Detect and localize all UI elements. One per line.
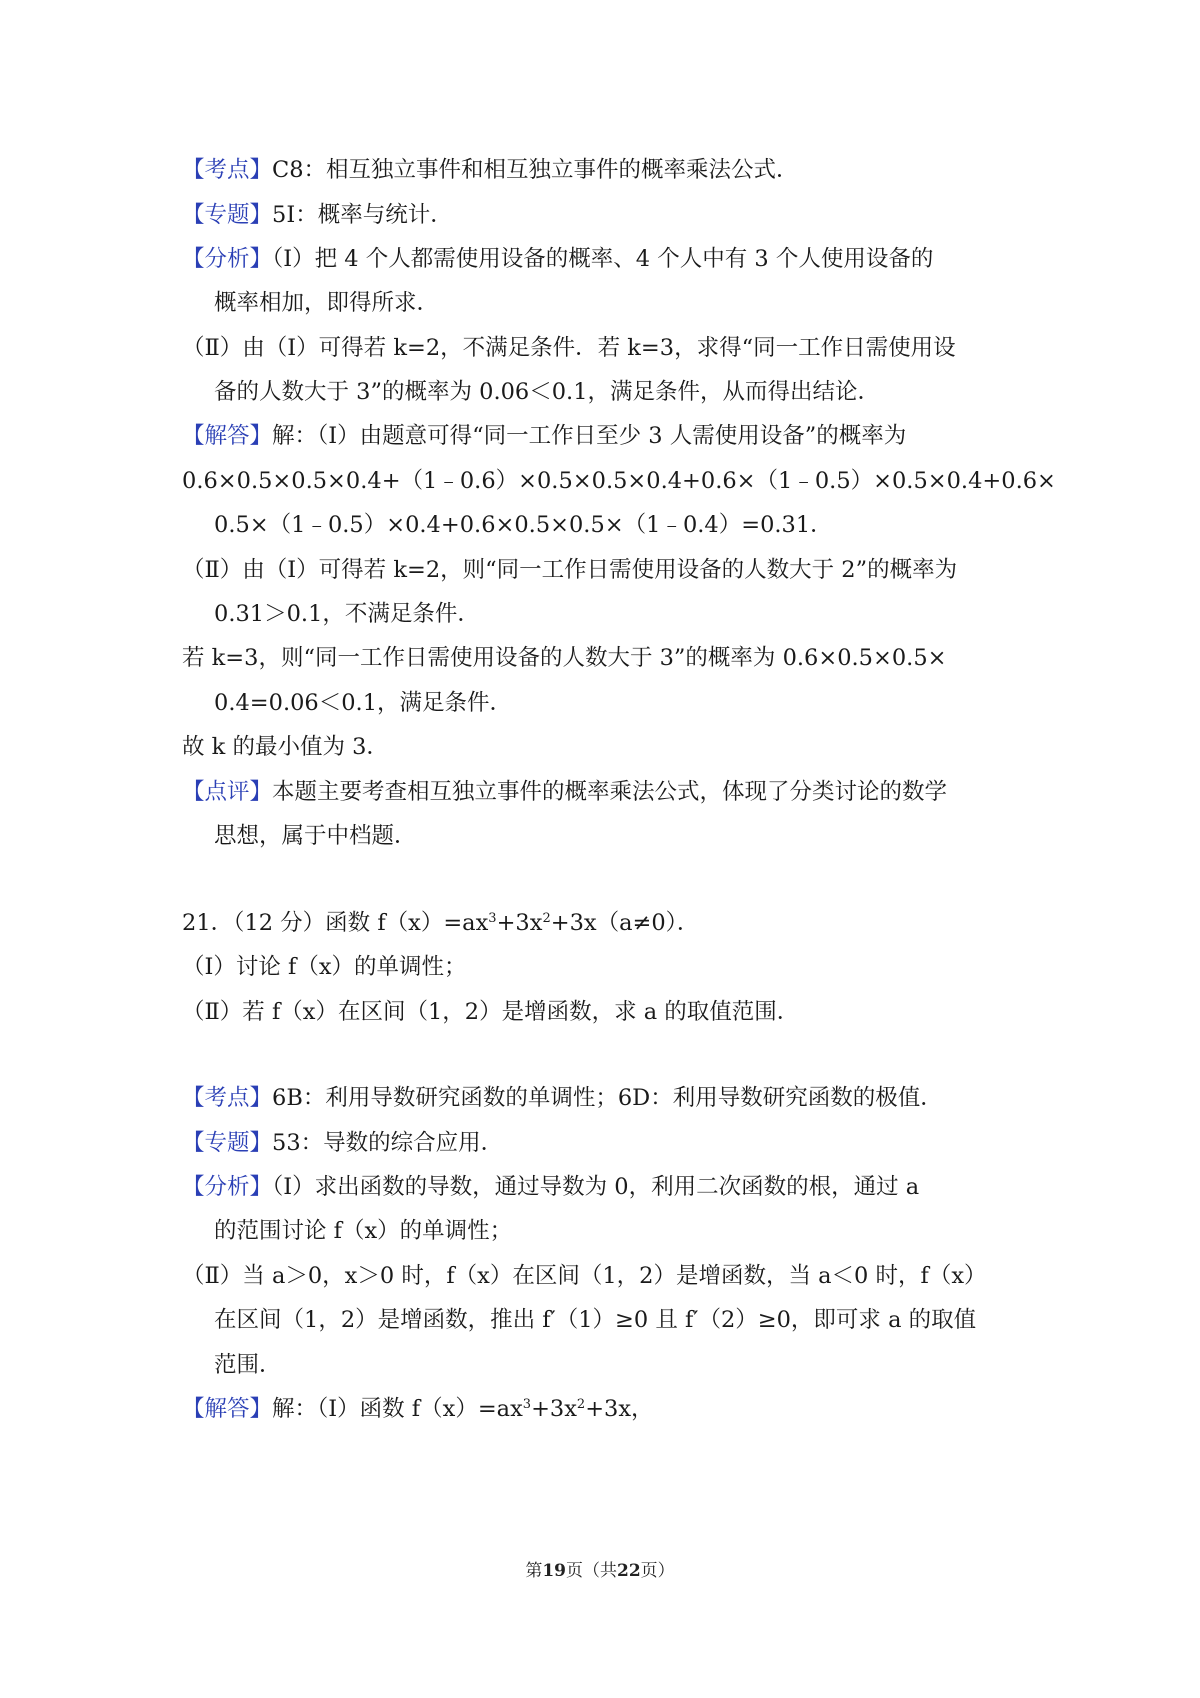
part2-line1: （Ⅱ）由（Ⅰ）可得若 k=2，则“同一工作日需使用设备的人数大于 2”的概率为: [182, 557, 958, 583]
fenxi2b2-line3: 范围．: [214, 1352, 282, 1378]
fenxi2b2-line1: （Ⅱ）当 a＞0，x＞0 时，f（x）在区间（1，2）是增函数，当 a＜0 时，f（x）: [182, 1263, 987, 1289]
problem21-title: [182, 908, 699, 938]
jieda2-exp2: 2: [576, 1397, 586, 1412]
jieda2-exp3: 3: [522, 1397, 532, 1412]
jieda2-tag: 【解答】: [182, 1396, 273, 1422]
zhuanti2-line: [182, 1128, 503, 1158]
dianping-text: 本题主要考查相互独立事件的概率乘法公式，体现了分类讨论的数学: [272, 779, 948, 805]
kaodian2-tag: 【考点】: [182, 1085, 273, 1111]
fenxi-text: （Ⅰ）把 4 个人都需使用设备的概率、4 个人中有 3 个人使用设备的: [272, 246, 934, 272]
conclusion-line: 故 k 的最小值为 3．: [182, 734, 389, 760]
zhuanti2-text: 53：导数的综合应用．: [272, 1130, 504, 1156]
footer-post: 页）: [640, 1561, 675, 1581]
jieda-tag: 【解答】: [182, 423, 273, 449]
jieda-line: [182, 421, 906, 451]
fenxi2-line1: （Ⅱ）由（Ⅰ）可得若 k=2，不满足条件．若 k=3，求得“同一工作日需使用设: [182, 335, 956, 361]
fenxi2b-text: （Ⅰ）求出函数的导数，通过导数为 0，利用二次函数的根，通过 a: [272, 1174, 920, 1200]
zhuanti-line: [182, 200, 453, 230]
fenxi2-line2: 备的人数大于 3”的概率为 0.06＜0.1，满足条件，从而得出结论．: [214, 379, 881, 405]
part2-line3: 若 k=3，则“同一工作日需使用设备的人数大于 3”的概率为 0.6×0.5×0.5×: [182, 645, 947, 671]
dianping-tag: 【点评】: [182, 779, 273, 805]
jieda2-line: [182, 1394, 654, 1424]
problem21-mid: +3x: [496, 910, 543, 936]
jieda2-mid: +3x: [531, 1396, 577, 1422]
jieda2-text-head: 解：（Ⅰ）函数 f（x）=ax: [272, 1396, 523, 1422]
formula-line2: 0.5×（1﹣0.5）×0.4+0.6×0.5×0.5×（1﹣0.4）=0.31．: [214, 512, 833, 538]
formula-line1: 0.6×0.5×0.5×0.4+（1﹣0.6）×0.5×0.5×0.4+0.6×（1﹣0.5）×0.5×0.4+0.6×: [182, 468, 1056, 494]
footer-pre: 第: [525, 1561, 543, 1581]
dianping-line: [182, 777, 947, 807]
kaodian-line: [182, 155, 799, 185]
part2-line2: 0.31＞0.1，不满足条件．: [214, 601, 480, 627]
kaodian-text: C8：相互独立事件和相互独立事件的概率乘法公式．: [272, 157, 799, 183]
page-footer: [0, 1556, 1200, 1581]
fenxi-tag: 【分析】: [182, 246, 273, 272]
footer-total-pages: 22: [617, 1561, 641, 1581]
problem21-head: 21．（12 分）函数 f（x）=ax: [182, 910, 489, 936]
kaodian2-line: [182, 1083, 943, 1113]
kaodian2-text: 6B：利用导数研究函数的单调性；6D：利用导数研究函数的极值．: [272, 1085, 943, 1111]
problem21-q1: （Ⅰ）讨论 f（x）的单调性；: [182, 954, 467, 980]
jieda2-tail: +3x，: [585, 1396, 654, 1422]
kaodian-tag: 【考点】: [182, 157, 273, 183]
problem21-tail: +3x（a≠0）．: [550, 910, 700, 936]
problem21-exp2: 2: [542, 911, 551, 926]
part2-line4: 0.4=0.06＜0.1，满足条件．: [214, 690, 513, 716]
footer-page-number: 19: [542, 1561, 566, 1581]
problem21-exp3: 3: [488, 911, 497, 926]
zhuanti2-tag: 【专题】: [182, 1130, 273, 1156]
jieda-text: 解：（Ⅰ）由题意可得“同一工作日至少 3 人需使用设备”的概率为: [272, 423, 907, 449]
zhuanti-text: 5I：概率与统计．: [272, 202, 453, 228]
fenxi2b-cont: 的范围讨论 f（x）的单调性；: [214, 1218, 513, 1244]
zhuanti-tag: 【专题】: [182, 202, 273, 228]
fenxi2b2-line2: 在区间（1，2）是增函数，推出 f′（1）≥0 且 f′（2）≥0，即可求 a 的取值: [214, 1307, 977, 1333]
fenxi2b-line: [182, 1172, 919, 1202]
fenxi-cont: 概率相加，即得所求．: [214, 290, 440, 316]
footer-mid: 页（共: [566, 1561, 617, 1581]
dianping-cont: 思想，属于中档题．: [214, 823, 417, 849]
fenxi-line: [182, 244, 933, 274]
fenxi2b-tag: 【分析】: [182, 1174, 273, 1200]
problem21-q2: （Ⅱ）若 f（x）在区间（1，2）是增函数，求 a 的取值范围．: [182, 999, 800, 1025]
